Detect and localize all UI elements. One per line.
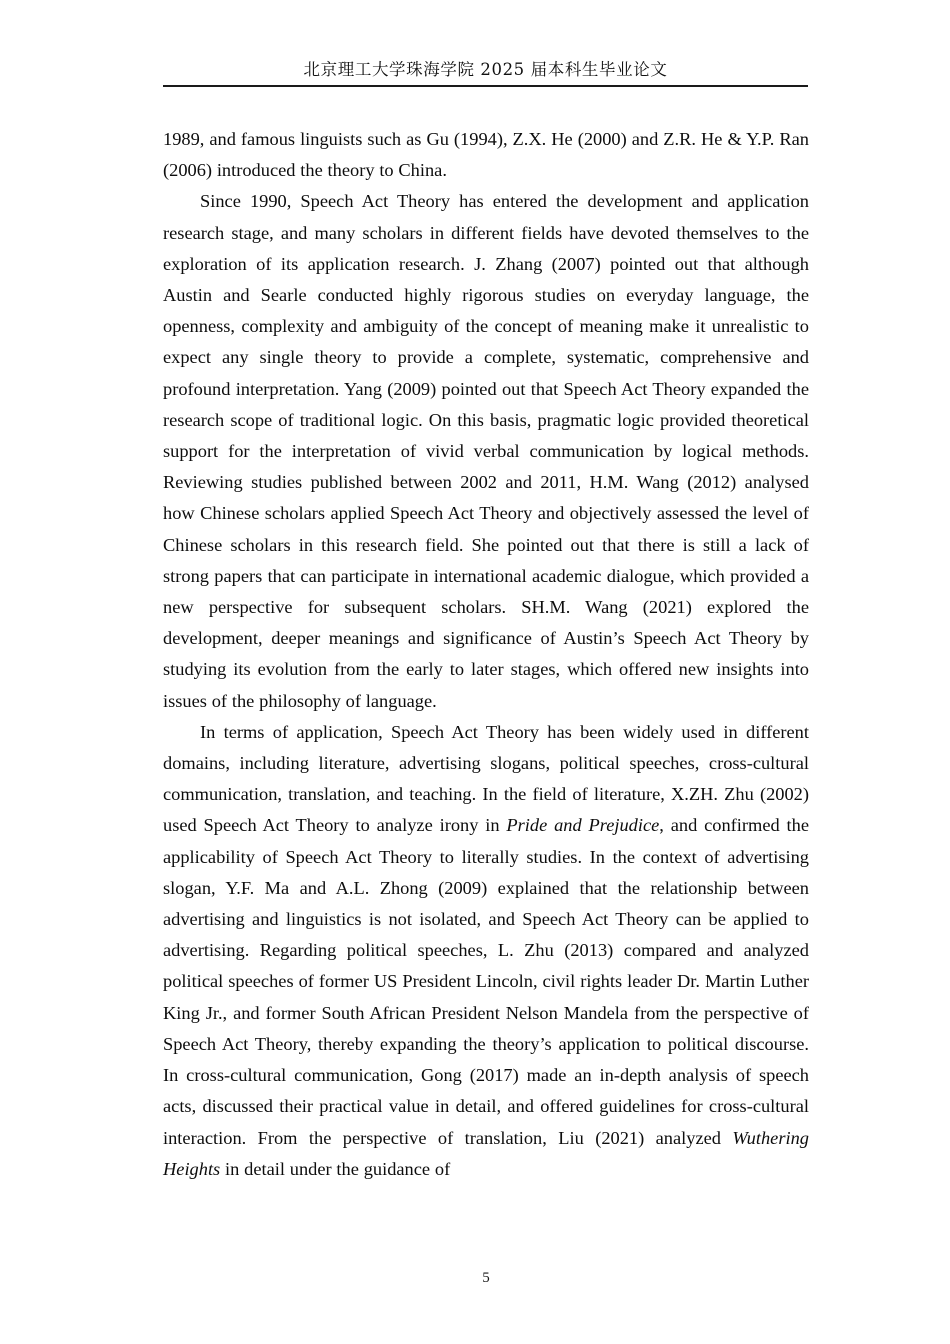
text-run: in detail under the guidance of <box>220 1158 451 1179</box>
text-run: , and confirmed the applicability of Speech Act Theory to literally studies. In the context of advertising slogan, Y.F. Ma and A.L. Zhong (2009) explained that the relationship between advertising and linguistics is not isolated, and Speech Act Theory can be applied to advertising. Regarding political speeches, L. Zhu (2013) compared and analyzed political speeches of former US President Lincoln, civil rights leader Dr. Martin Luther King Jr., and former South African President Nelson Mandela from the perspective of Speech Act Theory, thereby expanding the theory’s application to political discourse. In cross-cultural communication, Gong (2017) made an in-depth analysis of speech acts, discussed their practical value in detail, and offered guidelines for cross-cultural interaction. From the perspective of translation, Liu (2021) analyzed <box>163 815 809 1148</box>
running-header <box>163 58 808 95</box>
header-title: 北京理工大学珠海学院 2025 届本科生毕业论文 <box>303 60 668 79</box>
italic-work-title: Wuthering Heights <box>163 1127 809 1179</box>
text-run: In terms of application, Speech Act Theory has been widely used in different domains, including literature, advertising slogans, political speeches, cross-cultural communication, translation, and teaching. In the field of literature, X.ZH. Zhu (2002) used Speech Act Theory to analyze irony in <box>163 721 809 836</box>
paragraph-application <box>163 717 809 1185</box>
text-run: 1989, and famous linguists such as Gu (1994), Z.X. He (2000) and Z.R. He & Y.P. Ran (2006) introduced the theory to China. <box>163 129 809 181</box>
paragraph-development-stage <box>163 186 809 716</box>
page-number: 5 <box>482 1270 490 1286</box>
body-text-column <box>163 124 809 1185</box>
text-run: Since 1990, Speech Act Theory has entered the development and application research stage, and many scholars in different fields have devoted themselves to the exploration of its application research. J. Zhang (2007) pointed out that although Austin and Searle conducted highly rigorous studies on everyday language, the openness, complexity and ambiguity of the concept of meaning make it unrealistic to expect any single theory to provide a complete, systematic, comprehensive and profound interpretation. Yang (2009) pointed out that Speech Act Theory expanded the research scope of traditional logic. On this basis, pragmatic logic provided theoretical support for the interpretation of vivid verbal communication by logical methods. Reviewing studies published between 2002 and 2011, H.M. Wang (2012) analysed how Chinese scholars applied Speech Act Theory and objectively assessed the level of Chinese scholars in this research field. She pointed out that there is still a lack of strong papers that can participate in international academic dialogue, which provided a new perspective for subsequent scholars. SH.M. Wang (2021) explored the development, deeper meanings and significance of Austin’s Speech Act Theory by studying its evolution from the early to later stages, which offered new insights into issues of the philosophy of language. <box>163 191 809 711</box>
paragraph-continuation <box>163 124 809 186</box>
header-rule <box>163 85 808 87</box>
page-footer <box>163 1268 809 1288</box>
italic-work-title: Pride and Prejudice <box>506 815 660 836</box>
